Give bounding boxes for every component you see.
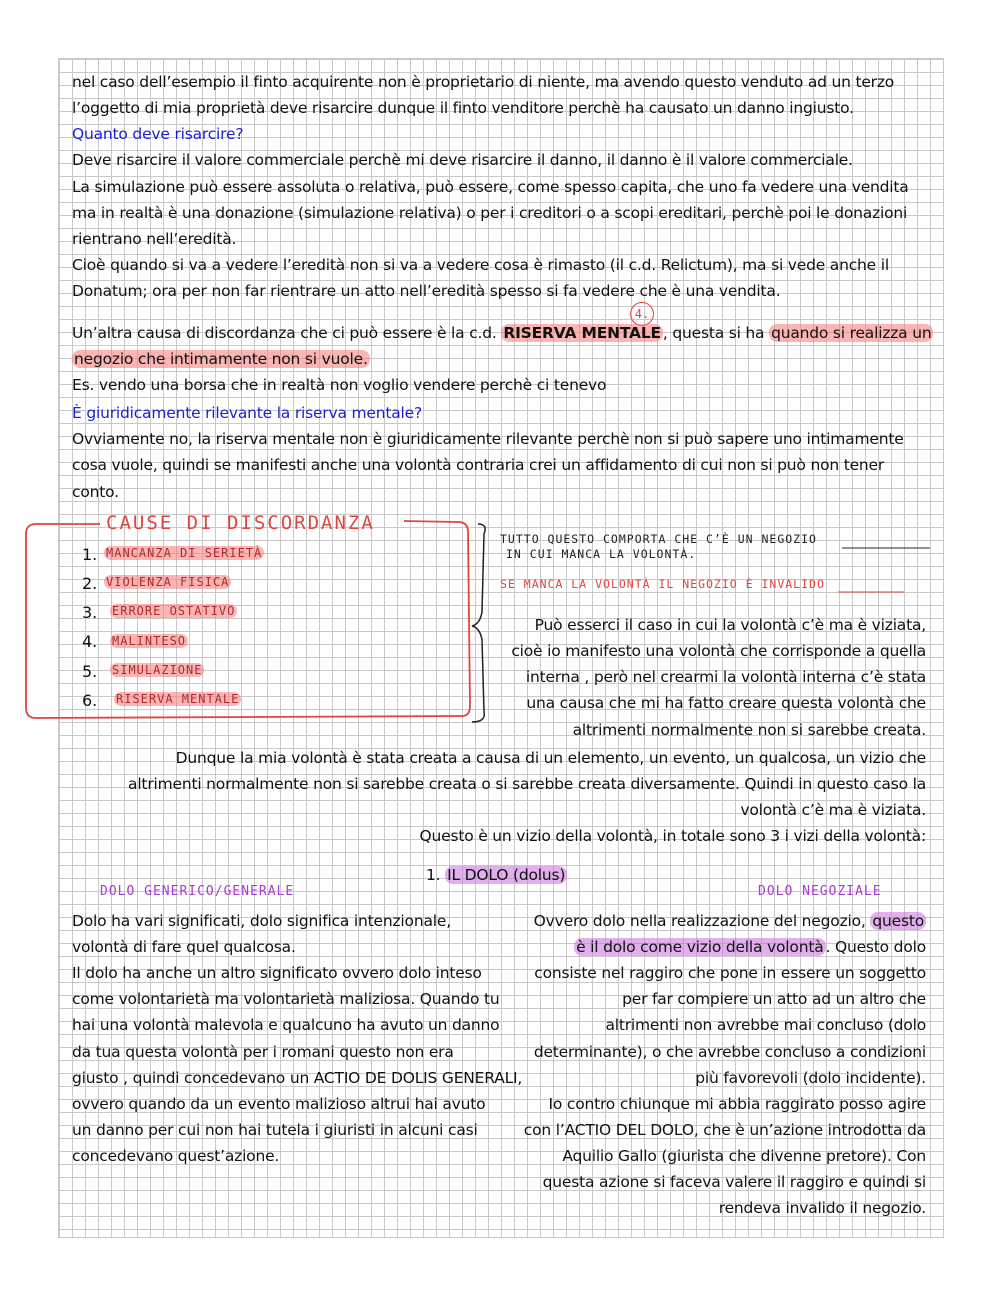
question-heading: È giuridicamente rilevante la riserva mentale? xyxy=(72,404,422,422)
text-line: l’oggetto di mia proprietà deve risarcire dunque il finto venditore perchè ha causato un danno ingiusto. xyxy=(72,99,854,117)
text-line: Dunque la mia volontà è stata creata a causa di un elemento, un evento, un qualcosa, un vizio che xyxy=(175,749,926,767)
list-number: 3. xyxy=(82,603,98,622)
column-label: DOLO NEGOZIALE xyxy=(758,884,882,899)
text-line: Donatum; ora per non far rientrare un atto nell’eredità spesso si fa vedere che è una vendita. xyxy=(72,282,781,300)
text-line: Ovviamente no, la riserva mentale non è giuridicamente rilevante perchè non si può sapere uno intimamente xyxy=(72,430,904,448)
text-line: questa azione si faceva valere il raggiro e quindi si xyxy=(542,1173,926,1191)
text-line: più favorevoli (dolo incidente). xyxy=(695,1069,926,1087)
highlight-span: questo xyxy=(872,912,924,930)
box-title: CAUSE DI DISCORDANZA xyxy=(106,512,375,534)
side-note-red: SE MANCA LA VOLONTÀ IL NEGOZIO È INVALIDO xyxy=(500,577,825,591)
text-line: da tua questa volontà per i romani questo non era xyxy=(72,1043,454,1061)
list-number: 4. xyxy=(82,632,98,651)
list-item-label: MALINTESO xyxy=(112,634,187,648)
text-line: altrimenti normalmente non si sarebbe creata o si sarebbe creata diversamente. Quindi in questo caso la xyxy=(128,775,926,793)
text-line: una causa che mi ha fatto creare questa volontà che xyxy=(526,694,926,712)
highlight-term: RISERVA MENTALE xyxy=(503,324,661,342)
list-number: 5. xyxy=(82,662,98,681)
text-span: Un’altra causa di discordanza che ci può essere è la c.d. xyxy=(72,324,502,342)
text-line: Il dolo ha anche un altro significato ovvero dolo inteso xyxy=(72,964,482,982)
text-line: per far compiere un atto ad un altro che xyxy=(622,990,926,1008)
text-line: concedevano quest’azione. xyxy=(72,1147,280,1165)
section-heading xyxy=(426,862,567,888)
text-line: Es. vendo una borsa che in realtà non voglio vendere perchè ci tenevo xyxy=(72,376,607,394)
highlight-span: è il dolo come vizio della volontà xyxy=(576,938,824,956)
column-label: DOLO GENERICO/GENERALE xyxy=(100,884,295,899)
text-span: . Questo dolo xyxy=(825,938,926,956)
text-line: conto. xyxy=(72,483,119,501)
list-item xyxy=(114,692,241,706)
text-line: ma in realtà è una donazione (simulazione relativa) o per i creditori o a scopi ereditari, perchè poi le donazioni xyxy=(72,204,908,222)
circled-number-label: 4. xyxy=(634,307,650,321)
side-note: IN CUI MANCA LA VOLONTÀ. xyxy=(506,547,697,561)
list-number: 2. xyxy=(82,574,98,593)
list-item-label: VIOLENZA FISICA xyxy=(106,575,230,589)
text-line: rientrano nell’eredità. xyxy=(72,230,237,248)
text-line: cosa vuole, quindi se manifesti anche una volontà contraria crei un affidamento di cui non si può non tener xyxy=(72,456,885,474)
question-heading: Quanto deve risarcire? xyxy=(72,125,244,143)
list-number: 1. xyxy=(82,545,98,564)
text-line xyxy=(520,908,926,934)
list-item xyxy=(110,663,204,677)
text-line: Dolo ha vari significati, dolo significa intenzionale, xyxy=(72,912,451,930)
text-line: volontà di fare quel qualcosa. xyxy=(72,938,296,956)
list-item-label: ERRORE OSTATIVO xyxy=(112,604,236,618)
heading-title: IL DOLO (dolus) xyxy=(447,866,566,884)
list-item xyxy=(110,634,188,648)
list-item-label: SIMULAZIONE xyxy=(112,663,203,677)
side-note: TUTTO QUESTO COMPORTA CHE C’È UN NEGOZIO xyxy=(500,532,817,546)
text-line: come volontarietà ma volontarietà maliziosa. Quando tu xyxy=(72,990,500,1008)
list-number: 6. xyxy=(82,691,98,710)
text-span: , questa si ha xyxy=(662,324,770,342)
list-item xyxy=(104,575,231,589)
text-line: Io contro chiunque mi abbia raggirato posso agire xyxy=(548,1095,926,1113)
heading-number: 1. xyxy=(426,866,446,884)
list-item xyxy=(104,546,264,560)
text-line xyxy=(520,934,926,960)
text-line: ovvero quando da un evento malizioso altrui hai avuto xyxy=(72,1095,486,1113)
text-line: consiste nel raggiro che pone in essere un soggetto xyxy=(534,964,926,982)
text-line: rendeva invalido il negozio. xyxy=(718,1199,926,1217)
text-line: Deve risarcire il valore commerciale perchè mi deve risarcire il danno, il danno è il valore commerciale. xyxy=(72,151,853,169)
list-item-label: RISERVA MENTALE xyxy=(116,692,240,706)
text-line: volontà c’è ma è viziata. xyxy=(740,801,926,819)
text-line: La simulazione può essere assoluta o relativa, può essere, come spesso capita, che uno fa vedere una vendita xyxy=(72,178,909,196)
list-item xyxy=(110,604,237,618)
list-item-label: MANCANZA DI SERIETÀ xyxy=(106,546,263,560)
text-line: con l’ACTIO DEL DOLO, che è un’azione introdotta da xyxy=(523,1121,926,1139)
text-line: determinante), o che avrebbe concluso a condizioni xyxy=(533,1043,926,1061)
text-span: Ovvero dolo nella realizzazione del negozio, xyxy=(533,912,871,930)
text-line: un danno per cui non hai tutela i giuristi in alcuni casi xyxy=(72,1121,478,1139)
highlight-span: negozio che intimamente non si vuole. xyxy=(74,350,368,368)
text-line: giusto , quindi concedevano un ACTIO DE DOLIS GENERALI, xyxy=(72,1069,523,1087)
text-line: Questo è un vizio della volontà, in totale sono 3 i vizi della volontà: xyxy=(419,827,926,845)
text-line: Cioè quando si va a vedere l’eredità non si va a vedere cosa è rimasto (il c.d. Relictum), ma si vede anche il xyxy=(72,256,889,274)
text-line: nel caso dell’esempio il finto acquirente non è proprietario di niente, ma avendo questo venduto ad un terzo xyxy=(72,73,895,91)
text-line: interna , però nel crearmi la volontà interna c’è stata xyxy=(525,668,926,686)
text-line: cioè io manifesto una volontà che corrisponde a quella xyxy=(511,642,926,660)
text-line: Può esserci il caso in cui la volontà c’è ma è viziata, xyxy=(534,616,926,634)
text-line: Aquilio Gallo (giurista che divenne pretore). Con xyxy=(562,1147,926,1165)
text-line: altrimenti normalmente non si sarebbe creata. xyxy=(572,721,926,739)
text-line: altrimenti non avrebbe mai concluso (dolo xyxy=(605,1016,926,1034)
highlight-span: quando si realizza un xyxy=(771,324,932,342)
text-line: hai una volontà malevola e qualcuno ha avuto un danno xyxy=(72,1016,500,1034)
